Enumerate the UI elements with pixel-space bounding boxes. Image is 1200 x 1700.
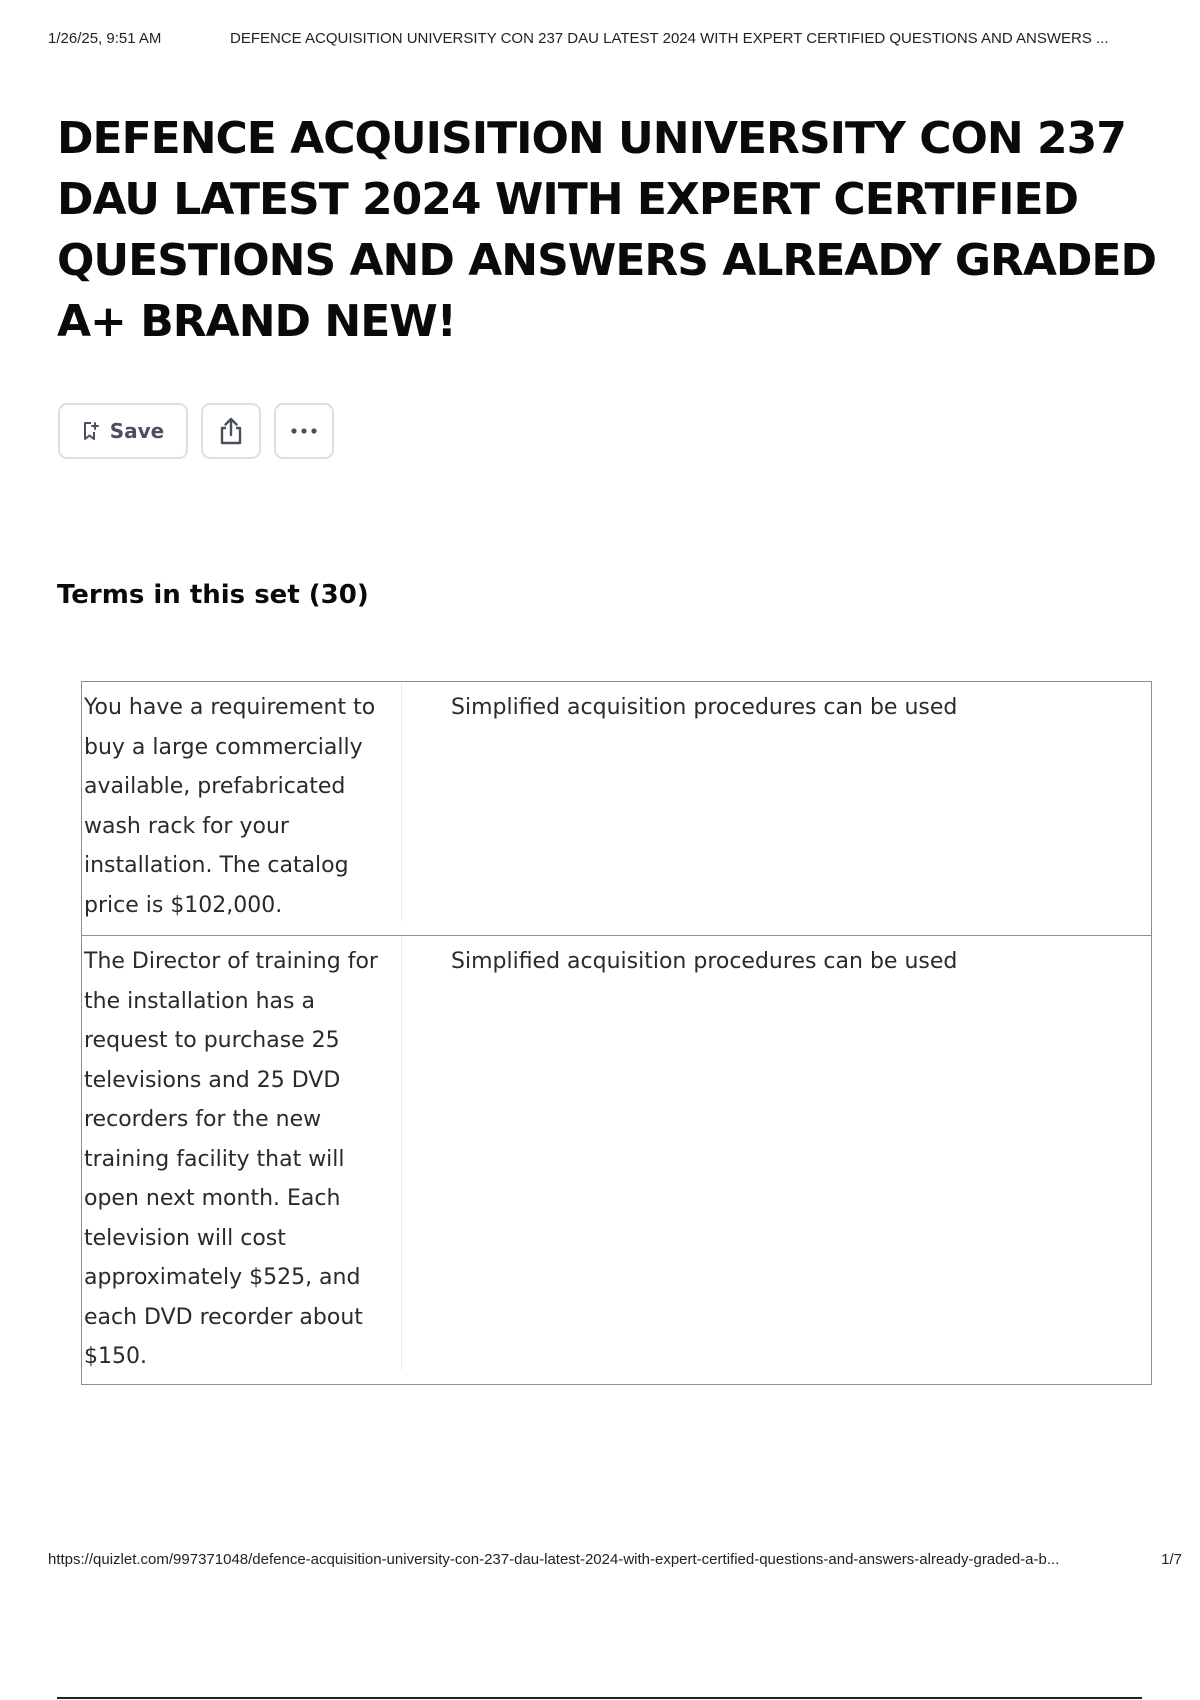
- set-title: DEFENCE ACQUISITION UNIVERSITY CON 237 DAU LATEST 2024 WITH EXPERT CERTIFIED QUESTIONS AND ANSWERS ALREADY GRADED A+ BRAND NEW!: [57, 113, 1156, 347]
- print-page-title: DEFENCE ACQUISITION UNIVERSITY CON 237 DAU LATEST 2024 WITH EXPERT CERTIFIED QUESTIONS AND ANSWERS ...: [230, 30, 1109, 47]
- term-text: The Director of training for the installation has a request to purchase 25 televisions and 25 DVD recorders for the new training facility that will open next month. Each television will cost approximately $525, and each DVD recorder about $150.: [82, 936, 402, 1370]
- share-button[interactable]: [201, 403, 261, 459]
- definition-text: Simplified acquisition procedures can be used: [451, 695, 958, 720]
- definition-text: Simplified acquisition procedures can be used: [451, 949, 958, 974]
- terms-table: [81, 681, 1152, 1385]
- more-horizontal-icon: [290, 427, 318, 435]
- save-button[interactable]: [58, 403, 188, 459]
- bottom-divider: [57, 1697, 1142, 1699]
- bookmark-plus-icon: [82, 421, 100, 441]
- term-text: You have a requirement to buy a large commercially available, prefabricated wash rack for your installation. The catalog price is $102,000.: [82, 682, 402, 921]
- table-row: [82, 935, 1151, 1384]
- page-url: https://quizlet.com/997371048/defence-acquisition-university-con-237-dau-latest-2024-with-expert-certified-questions-and-answers-already-graded-a-b...: [48, 1551, 1060, 1568]
- print-footer: [48, 1551, 1182, 1571]
- terms-heading: Terms in this set (30): [57, 580, 369, 610]
- print-datetime: 1/26/25, 9:51 AM: [48, 30, 162, 47]
- save-label: Save: [109, 419, 165, 443]
- table-row: [82, 682, 1151, 935]
- print-header: [48, 30, 1180, 50]
- share-icon: [217, 416, 245, 446]
- more-options-button[interactable]: [274, 403, 334, 459]
- set-actions: [58, 403, 334, 459]
- page-number: 1/7: [1161, 1551, 1182, 1568]
